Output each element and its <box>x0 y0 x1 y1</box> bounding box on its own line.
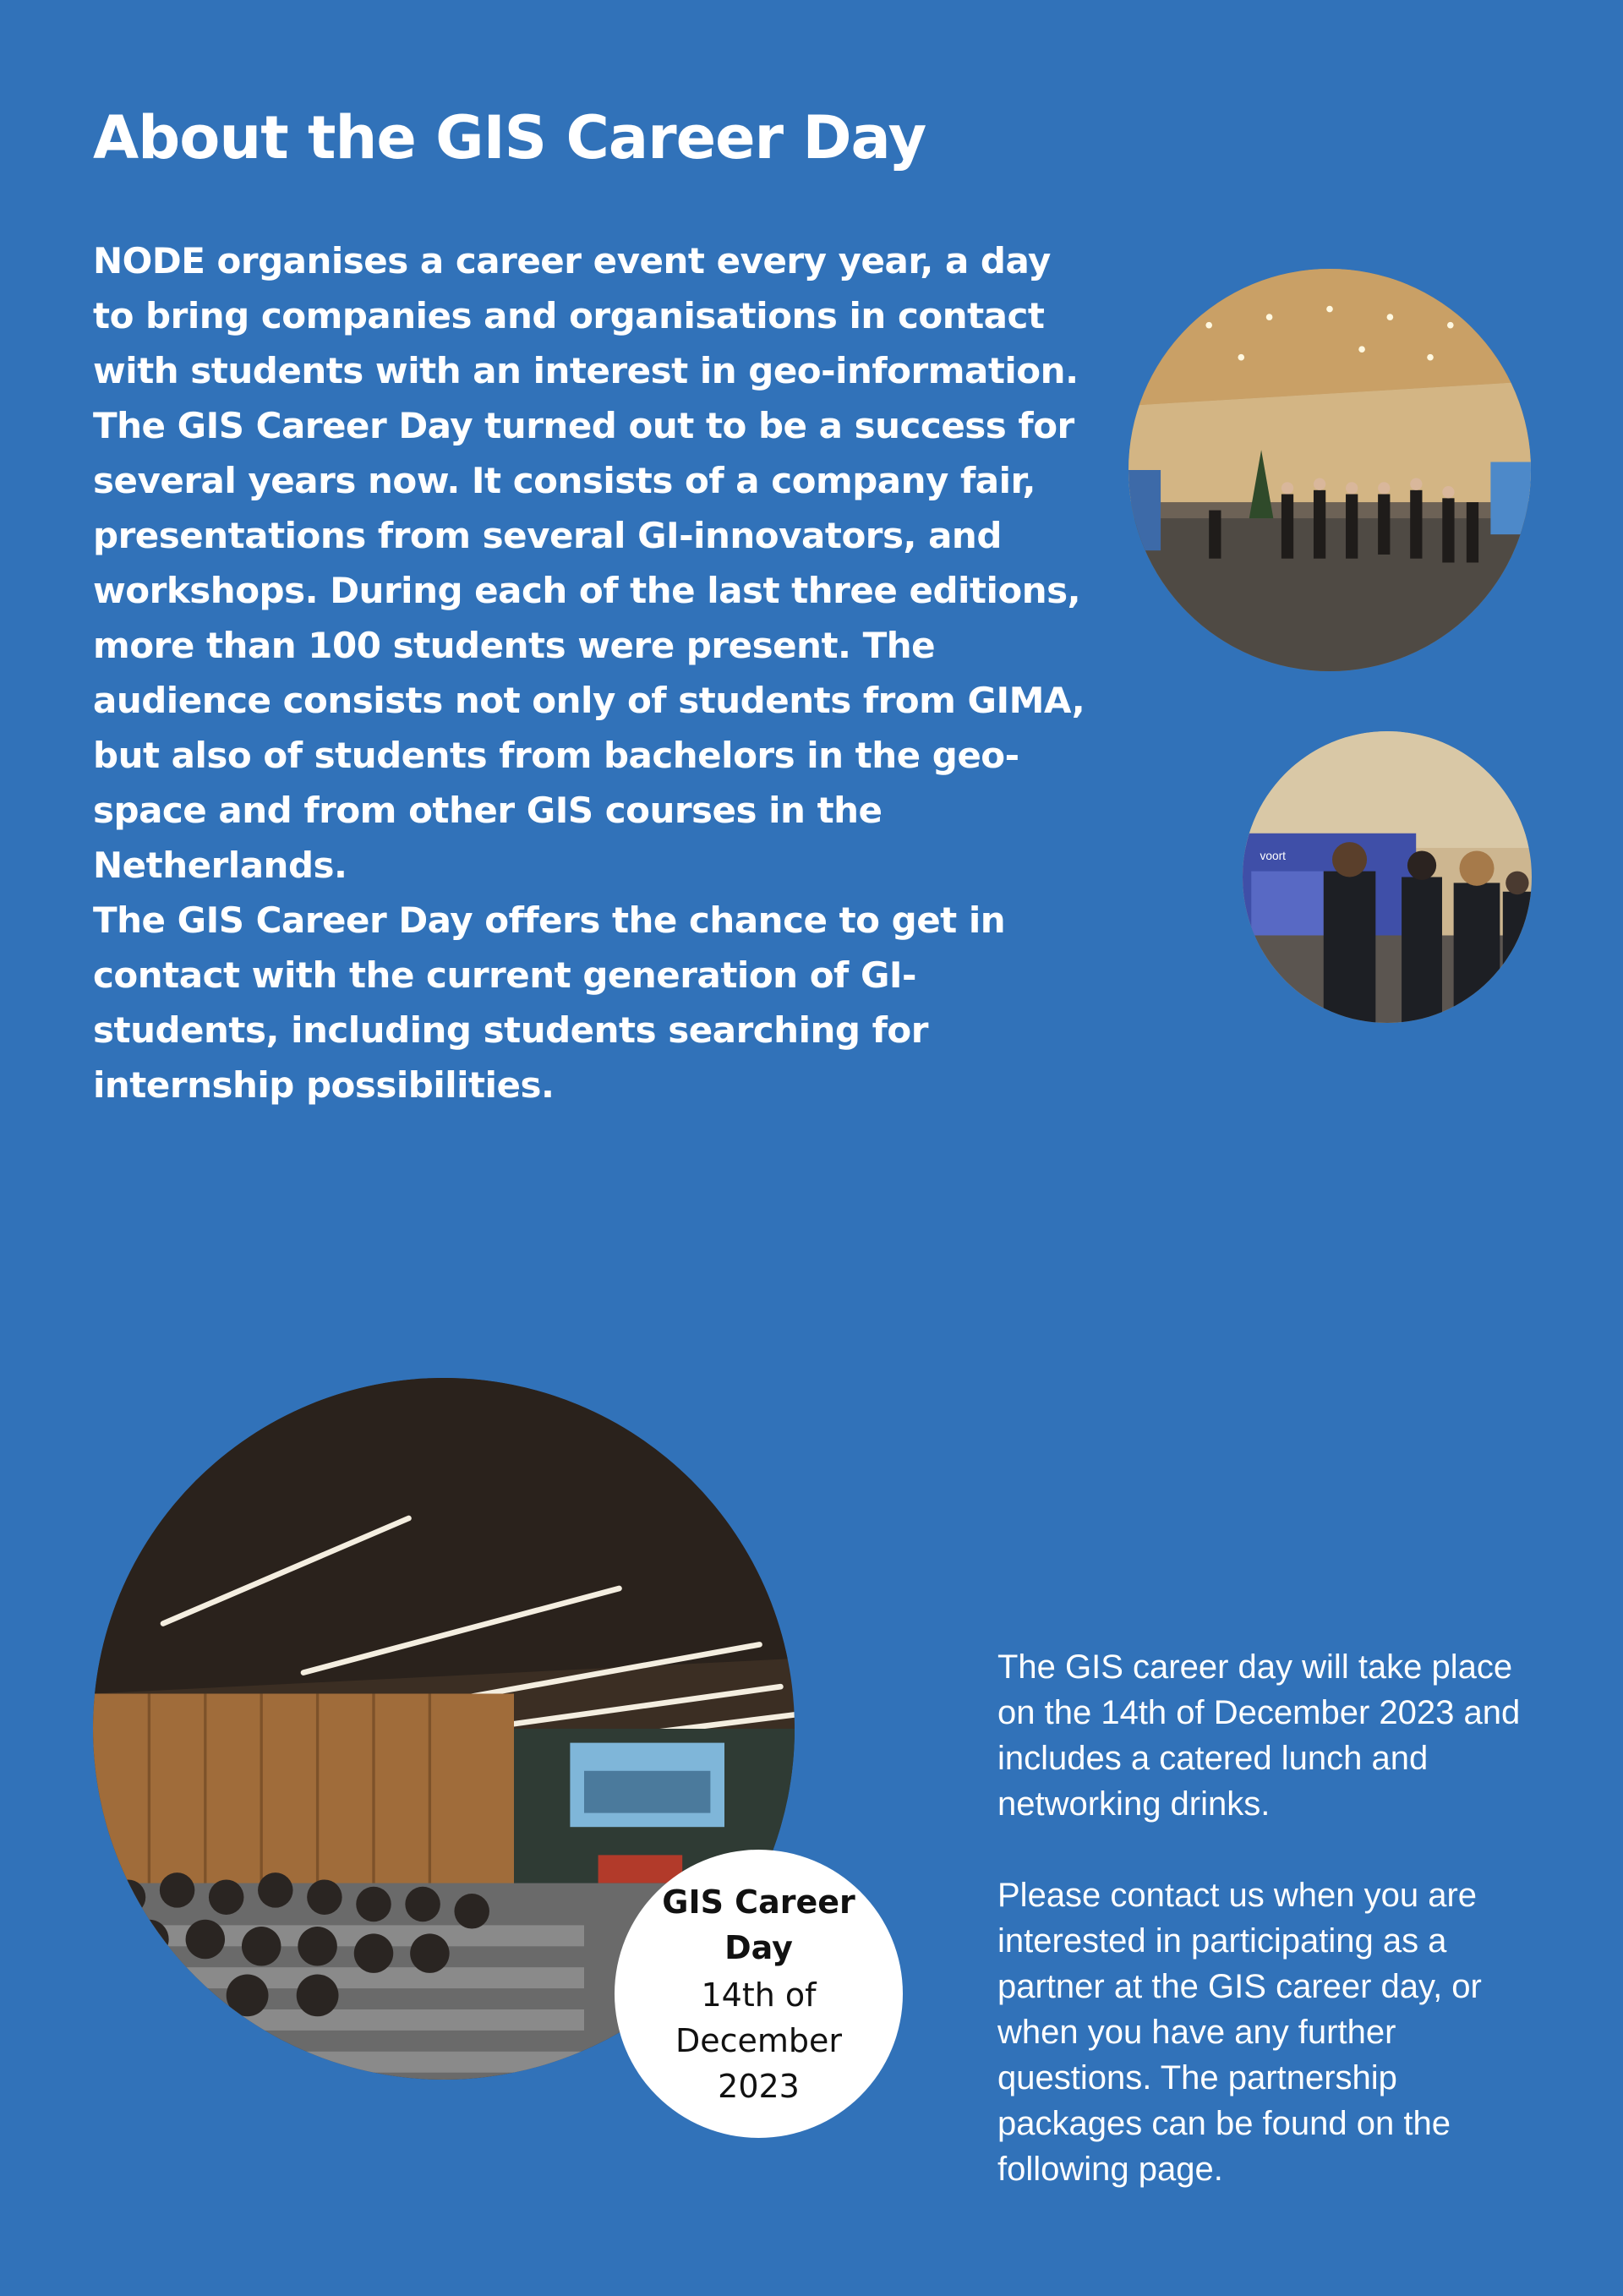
company-stand-photo <box>1243 731 1532 1023</box>
intro-paragraph-1: NODE organises a career event every year, a day to bring companies and organisations in contact with students with an interest in geo-information. The GIS Career Day turned out to be a success for several years now. It consists of a company fair, presentations from several GI-innovators, and workshops. During each of the last three editions, more than 100 students were present. The audience consists not only of students from GIMA, but also of students from bachelors in the geo-space and from other GIS courses in the Netherlands. <box>93 240 1085 886</box>
event-details-text <box>997 1644 1538 2192</box>
stand-sign-text: voort <box>1260 849 1286 862</box>
badge-date: 14th of December 2023 <box>675 1976 843 2105</box>
contact-paragraph: Please contact us when you are interested in participating as a partner at the GIS career day, or when you have any further questions. The partnership packages can be found on the following page. <box>997 1877 1482 2188</box>
intro-text <box>93 233 1090 1112</box>
event-date-badge <box>615 1850 903 2138</box>
company-fair-photo <box>1128 269 1531 671</box>
intro-paragraph-2: The GIS Career Day offers the chance to get in contact with the current generation of GI-students, including students searching for internship possibilities. <box>93 899 1006 1106</box>
event-details-paragraph: The GIS career day will take place on the 14th of December 2023 and includes a catered lunch and networking drinks. <box>997 1648 1521 1823</box>
page-title: About the GIS Career Day <box>93 103 926 172</box>
badge-title: GIS Career Day <box>662 1883 855 1966</box>
